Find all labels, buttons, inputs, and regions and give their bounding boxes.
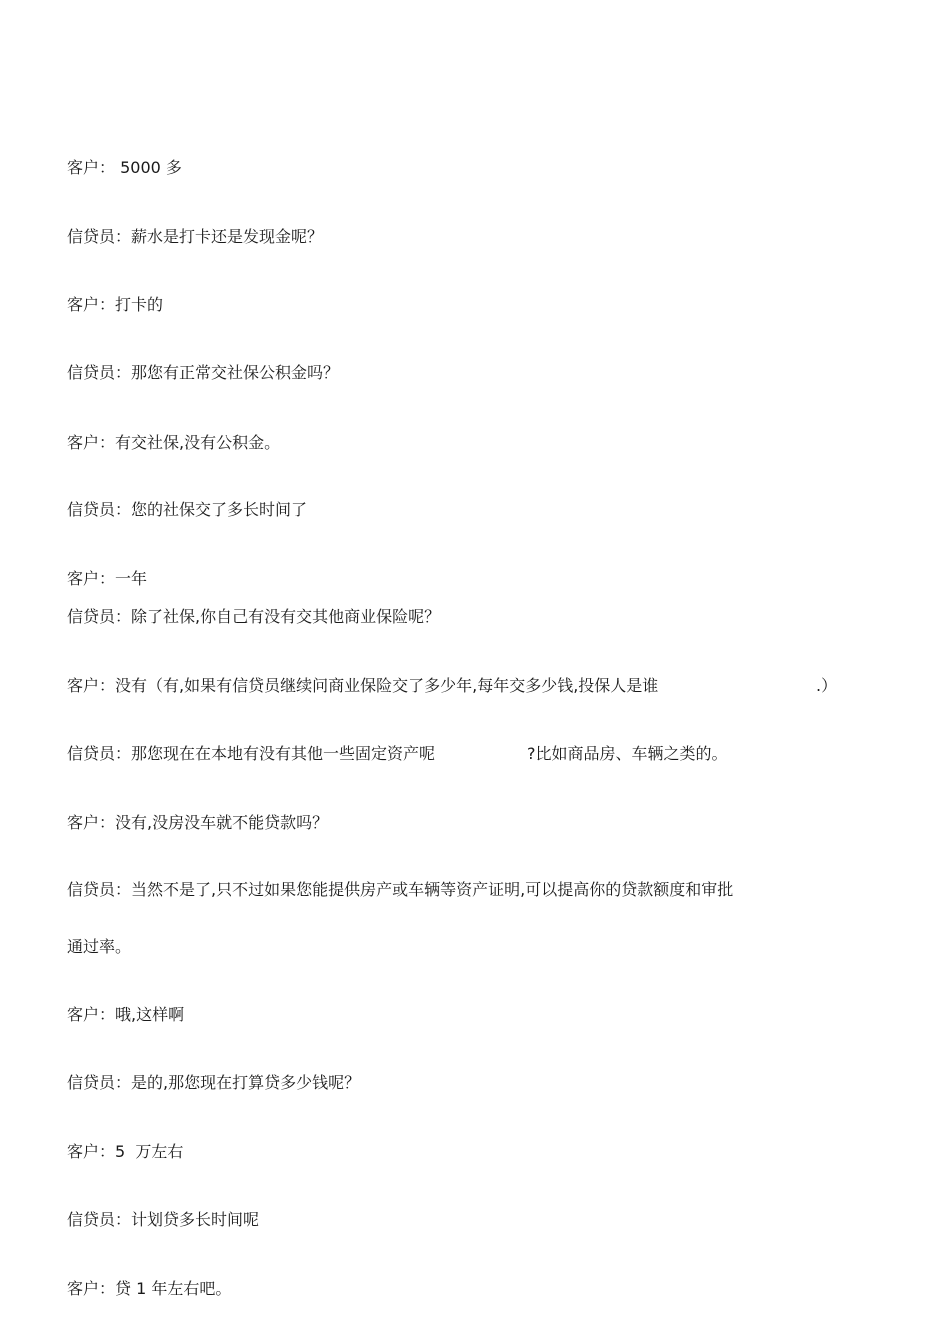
line-text: 打卡的 xyxy=(115,295,164,314)
speaker-label: 客户： xyxy=(67,813,116,832)
line-text: 通过率。 xyxy=(67,937,132,956)
line-text: 是的,那您现在打算贷多少钱呢？ xyxy=(131,1073,361,1092)
line-text: 哦,这样啊 xyxy=(115,1005,185,1024)
dialogue-line-2 xyxy=(67,226,323,248)
dialogue-line-7 xyxy=(67,568,147,590)
dialogue-line-16 xyxy=(67,1141,183,1163)
line-text: 有交社保,没有公积金。 xyxy=(115,433,281,452)
dialogue-line-3 xyxy=(67,294,163,316)
speaker-label: 客户： xyxy=(67,295,116,314)
line-text: 5 万左右 xyxy=(115,1142,184,1161)
line-text: 计划贷多长时间呢 xyxy=(131,1210,260,1229)
speaker-label: 客户： xyxy=(67,433,116,452)
speaker-label: 信贷员： xyxy=(67,607,132,626)
dialogue-line-4 xyxy=(67,362,339,384)
dialogue-line-1 xyxy=(67,157,182,179)
line-text: 5000 多 xyxy=(115,158,182,177)
speaker-label: 信贷员： xyxy=(67,1210,132,1229)
dialogue-line-13 xyxy=(67,936,131,958)
line-text: 没有（有,如果有信贷员继续问商业保险交了多少年,每年交多少钱,投保人是谁 xyxy=(115,676,659,695)
dialogue-line-12 xyxy=(67,879,733,901)
speaker-label: 客户： xyxy=(67,158,116,177)
dialogue-line-18 xyxy=(67,1278,231,1300)
dialogue-line-9 xyxy=(67,675,658,697)
speaker-label: 客户： xyxy=(67,569,116,588)
line-text: 您的社保交了多长时间了 xyxy=(131,500,308,519)
line-text: 当然不是了,只不过如果您能提供房产或车辆等资产证明,可以提高你的贷款额度和审批 xyxy=(131,880,734,899)
line-text: 那您有正常交社保公积金吗？ xyxy=(131,363,340,382)
dialogue-line-11 xyxy=(67,812,328,834)
speaker-label: 客户： xyxy=(67,1142,116,1161)
speaker-label: 信贷员： xyxy=(67,744,132,763)
dialogue-line-14 xyxy=(67,1004,184,1026)
line-tail-text: ?比如商品房、车辆之类的。 xyxy=(527,744,728,763)
speaker-label: 信贷员： xyxy=(67,1073,132,1092)
speaker-label: 信贷员： xyxy=(67,363,132,382)
line-text: 贷 1 年左右吧。 xyxy=(115,1279,232,1298)
speaker-label: 客户： xyxy=(67,676,116,695)
dialogue-line-8 xyxy=(67,606,440,628)
speaker-label: 客户： xyxy=(67,1005,116,1024)
speaker-label: 信贷员： xyxy=(67,880,132,899)
speaker-label: 信贷员： xyxy=(67,500,132,519)
dialogue-line-15 xyxy=(67,1072,360,1094)
speaker-label: 信贷员： xyxy=(67,227,132,246)
line-text: 一年 xyxy=(115,569,148,588)
line-text: 没有,没房没车就不能贷款吗？ xyxy=(115,813,329,832)
line-text: 薪水是打卡还是发现金呢？ xyxy=(131,227,324,246)
speaker-label: 客户： xyxy=(67,1279,116,1298)
line-text: 那您现在在本地有没有其他一些固定资产呢 xyxy=(131,744,436,763)
line-tail-text: .） xyxy=(816,676,838,695)
line-text: 除了社保,你自己有没有交其他商业保险呢？ xyxy=(131,607,441,626)
dialogue-line-10 xyxy=(67,743,435,765)
dialogue-line-17 xyxy=(67,1209,259,1231)
dialogue-line-5 xyxy=(67,432,280,454)
dialogue-line-6 xyxy=(67,499,307,521)
